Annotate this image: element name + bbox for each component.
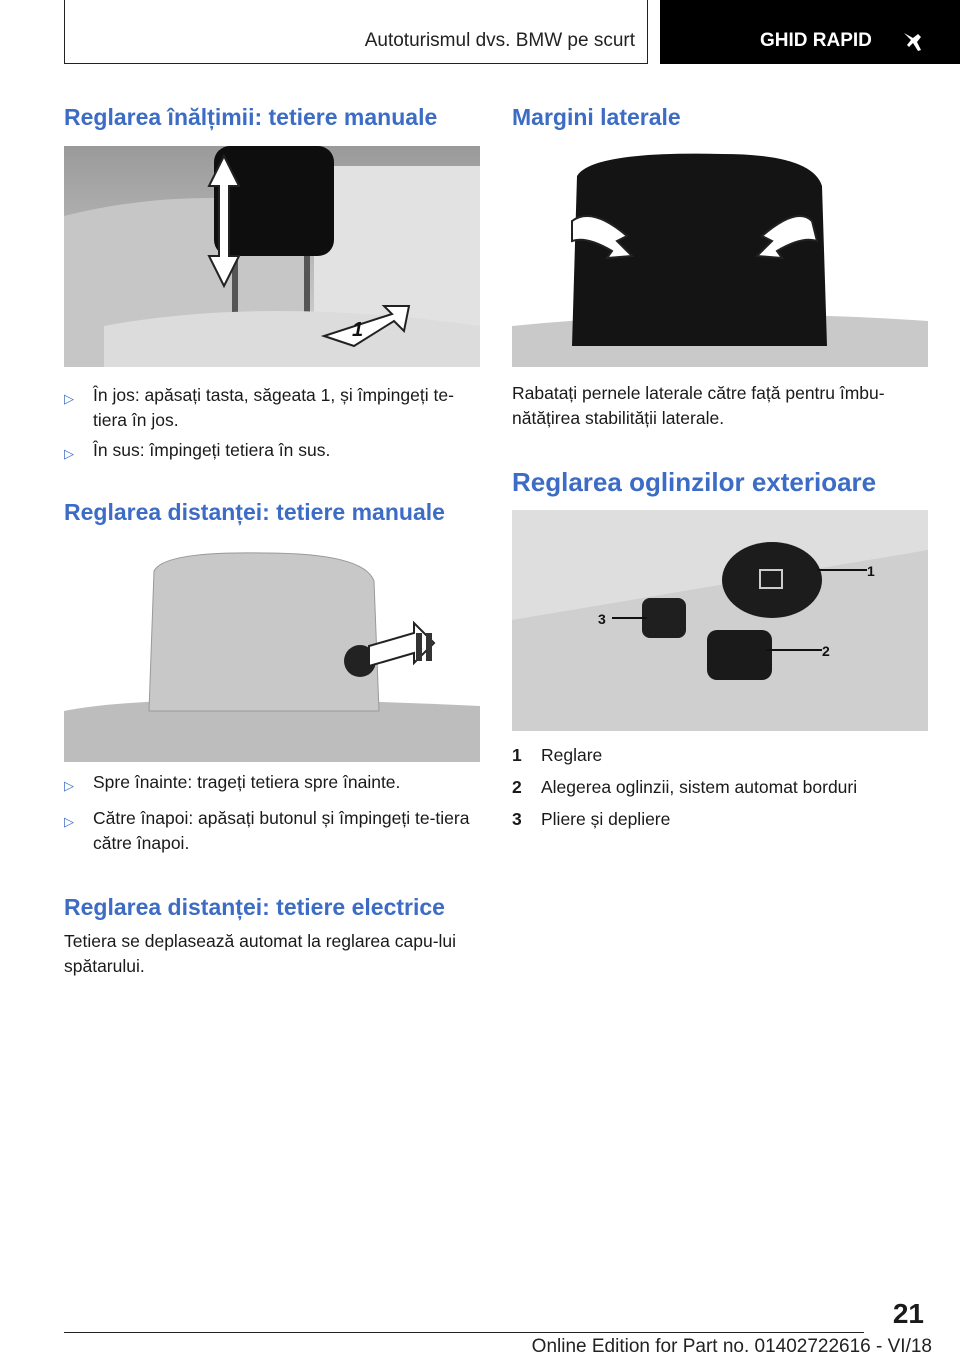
legend-row bbox=[512, 775, 857, 800]
header-title-box bbox=[64, 0, 648, 64]
bullet-item bbox=[64, 438, 480, 463]
legend-row bbox=[512, 743, 602, 768]
legend-number: 2 bbox=[512, 777, 522, 797]
bullet-item bbox=[64, 806, 480, 856]
triangle-bullet-icon: ▷ bbox=[64, 778, 74, 793]
figure-callout-3: 3 bbox=[598, 611, 606, 627]
header-section-label: GHID RAPID bbox=[760, 30, 872, 51]
legend-text: Alegerea oglinzii, sistem automat borduri bbox=[541, 777, 858, 797]
paragraph: Rabatați pernele laterale către față pentru îmbu-nătățirea stabilității laterale. bbox=[512, 383, 885, 428]
section-heading-mirrors: Reglarea oglinzilor exterioare bbox=[512, 467, 877, 497]
section-heading-distance-electric: Reglarea distanței: tetiere electrice bbox=[64, 894, 445, 920]
legend-number: 1 bbox=[512, 745, 522, 765]
bullet-item bbox=[64, 770, 480, 795]
bullet-text: Către înapoi: apăsați butonul și împingeți te-tiera către înapoi. bbox=[93, 808, 470, 853]
header-section-box bbox=[660, 0, 960, 64]
bullet-text: Spre înainte: trageți tetiera spre înainte. bbox=[93, 772, 401, 792]
section-heading-distance-manual: Reglarea distanței: tetiere manuale bbox=[64, 499, 445, 525]
section-heading-side-bolsters: Margini laterale bbox=[512, 104, 681, 130]
legend-text: Reglare bbox=[541, 745, 603, 765]
figure-callout-1: 1 bbox=[867, 563, 875, 579]
legend-text: Pliere și depliere bbox=[541, 809, 671, 829]
header-title: Autoturismul dvs. BMW pe scurt bbox=[364, 30, 635, 51]
bullet-item bbox=[64, 383, 480, 433]
headrest-distance-figure bbox=[64, 541, 480, 762]
side-bolsters-figure bbox=[512, 146, 928, 367]
pin-icon bbox=[900, 28, 926, 54]
paragraph: Tetiera se deplasează automat la reglarea capu-lui spătarului. bbox=[64, 931, 457, 976]
figure-callout-1: 1 bbox=[352, 319, 364, 341]
bullet-text: În sus: împingeți tetiera în sus. bbox=[93, 440, 331, 460]
mirror-controls-figure bbox=[512, 510, 928, 731]
figure-callout-2: 2 bbox=[822, 643, 830, 659]
triangle-bullet-icon: ▷ bbox=[64, 814, 74, 829]
legend-number: 3 bbox=[512, 809, 522, 829]
footer-divider bbox=[64, 1332, 864, 1333]
footer-text: Online Edition for Part no. 01402722616 - VI/18 bbox=[531, 1336, 932, 1357]
legend-row bbox=[512, 807, 670, 832]
triangle-bullet-icon: ▷ bbox=[64, 446, 74, 461]
bullet-text: În jos: apăsați tasta, săgeata 1, și împingeți te-tiera în jos. bbox=[93, 385, 454, 430]
page-number: 21 bbox=[892, 1298, 924, 1329]
triangle-bullet-icon: ▷ bbox=[64, 391, 74, 406]
section-heading-height: Reglarea înălțimii: tetiere manuale bbox=[64, 104, 438, 130]
headrest-height-figure bbox=[64, 146, 480, 367]
